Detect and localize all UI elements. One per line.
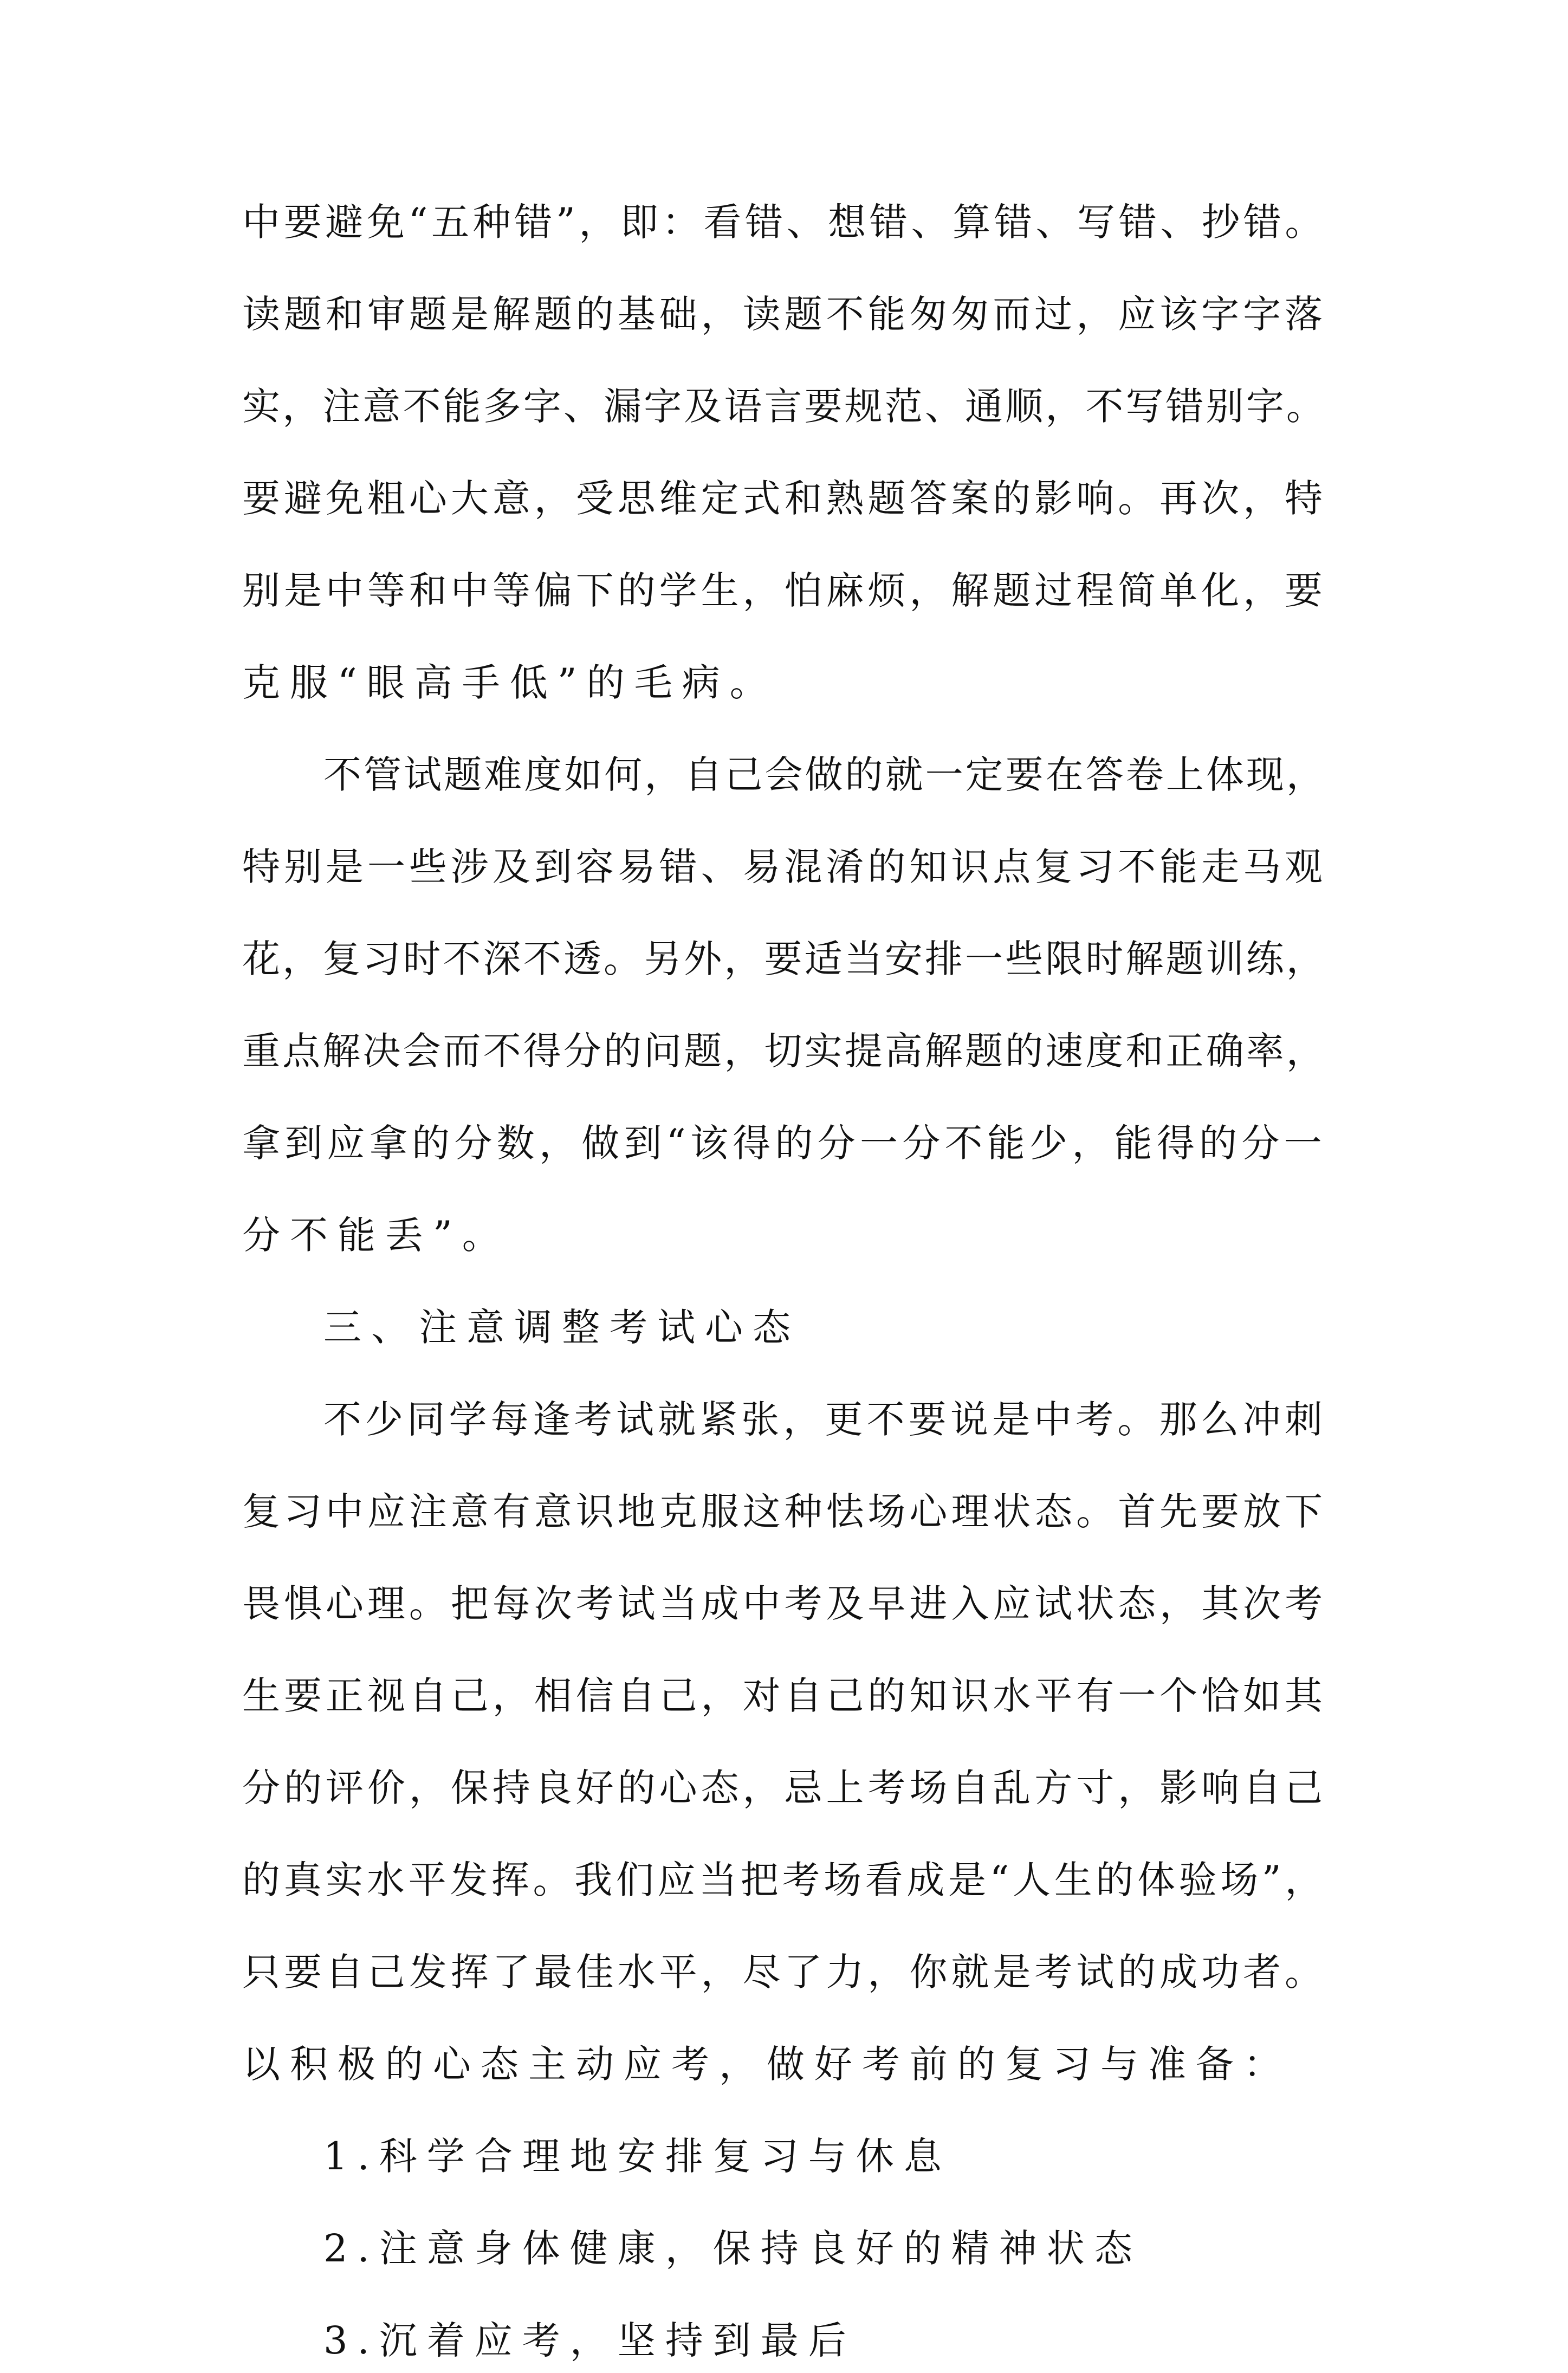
text-line: 三、注意调整考试心态	[323, 1305, 800, 1350]
text-line: 实，注意不能多字、漏字及语言要规范、通顺，不写错别字。	[242, 384, 1326, 429]
text-line: 畏惧心理。把每次考试当成中考及早进入应试状态，其次考	[242, 1581, 1326, 1626]
text-line: 只要自己发挥了最佳水平，尽了力，你就是考试的成功者。	[242, 1950, 1326, 1994]
text-line: 克服“眼高手低”的毛病。	[242, 660, 777, 705]
text-line: 中要避免“五种错”，即：看错、想错、算错、写错、抄错。	[242, 200, 1326, 244]
text-line: 别是中等和中等偏下的学生，怕麻烦，解题过程简单化，要	[242, 568, 1326, 613]
text-line: 3.沉着应考，坚持到最后	[323, 2318, 856, 2363]
text-line: 读题和审题是解题的基础，读题不能匆匆而过，应该字字落	[242, 292, 1326, 336]
text-line: 花，复习时不深不透。另外，要适当安排一些限时解题训练，	[242, 937, 1326, 981]
text-line: 1.科学合理地安排复习与休息	[323, 2134, 951, 2179]
text-line: 2.注意身体健康，保持良好的精神状态	[323, 2226, 1142, 2271]
text-line: 分不能丢”。	[242, 1213, 510, 1257]
text-line: 不管试题难度如何，自己会做的就一定要在答卷上体现，	[323, 753, 1326, 797]
text-line: 特别是一些涉及到容易错、易混淆的知识点复习不能走马观	[242, 845, 1326, 889]
text-line: 拿到应拿的分数，做到“该得的分一分不能少，能得的分一	[242, 1121, 1326, 1165]
text-line: 要避免粗心大意，受思维定式和熟题答案的影响。再次，特	[242, 476, 1326, 521]
text-line: 以积极的心态主动应考，做好考前的复习与准备：	[242, 2042, 1291, 2086]
text-line: 重点解决会而不得分的问题，切实提高解题的速度和正确率，	[242, 1029, 1326, 1073]
text-line: 复习中应注意有意识地克服这种怯场心理状态。首先要放下	[242, 1489, 1326, 1534]
text-line: 不少同学每逢考试就紧张，更不要说是中考。那么冲刺	[323, 1397, 1326, 1442]
text-line: 分的评价，保持良好的心态，忌上考场自乱方寸，影响自己	[242, 1766, 1326, 1810]
text-line: 生要正视自己，相信自己，对自己的知识水平有一个恰如其	[242, 1674, 1326, 1718]
text-line: 的真实水平发挥。我们应当把考场看成是“人生的体验场”，	[242, 1858, 1326, 1902]
